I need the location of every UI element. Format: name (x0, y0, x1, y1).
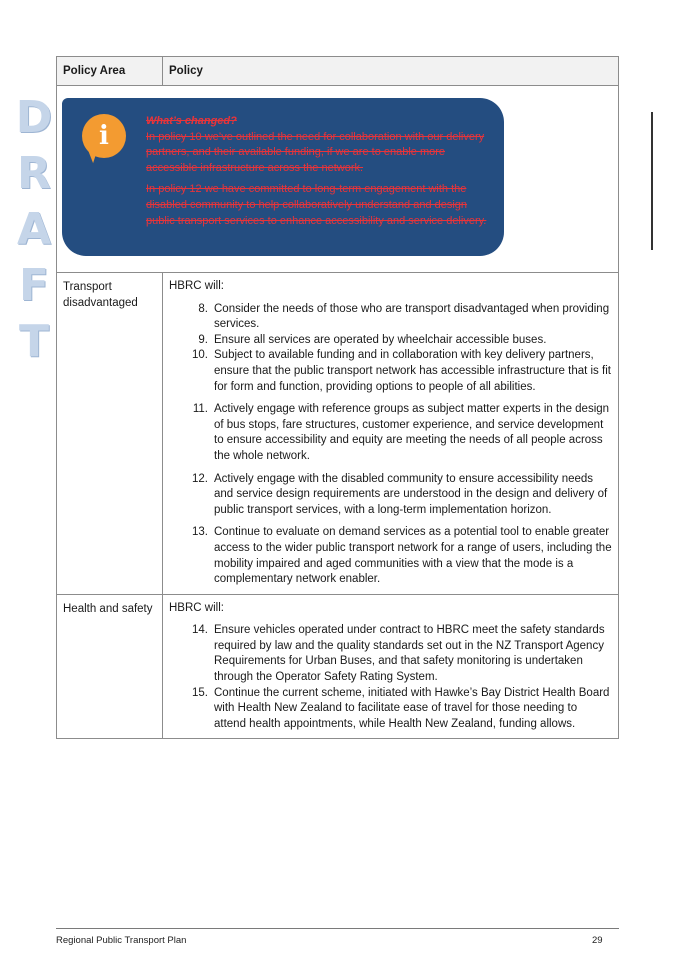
footer-title: Regional Public Transport Plan (56, 935, 187, 946)
policy-area-cell: Transport disadvantaged (57, 273, 163, 595)
policy-lead: HBRC will: (169, 601, 224, 614)
list-item: 14. Ensure vehicles operated under contract to HBRC meet the safety standards required by law and the quality standards set out in the NZ Transport Agency Requirements for Urban Buses, and that safety monitoring is undertaken through the Operator Safety Rating System. (192, 624, 605, 684)
header-policy-area: Policy Area (57, 57, 163, 86)
change-bar (651, 112, 653, 250)
list-item: 10. Subject to available funding and in collaboration with key delivery partners, ensure that the public transport network has accessible infrastructure that is fit for form and function, providing options to people of all abilities. (192, 349, 611, 393)
table-row (57, 273, 619, 595)
page-number: 29 (592, 935, 603, 946)
watermark-letter: T (18, 316, 49, 367)
policy-cell (163, 594, 619, 739)
callout-title: What’s changed? (146, 115, 237, 127)
draft-watermark (14, 92, 54, 367)
watermark-letter: A (16, 204, 52, 255)
list-item: 15. Continue the current scheme, initiated with Hawke’s Bay District Health Board with Health New Zealand to facilitate ease of travel for those needing to attend health appointments, while Health New Zealand, funding allows. (192, 686, 610, 730)
policy-area-cell: Health and safety (57, 594, 163, 739)
table-header-row (57, 57, 619, 86)
table-row (57, 594, 619, 739)
list-item: 11. Actively engage with reference groups as subject matter experts in the design of bus stops, fare structures, customer experience, and service development to ensure accessibility and equity are meeting the needs of all people across the whole network. (192, 403, 610, 462)
watermark-letter: F (18, 260, 50, 311)
footer-divider (56, 928, 619, 929)
list-item: 8. Consider the needs of those who are transport disadvantaged when providing services. (198, 302, 610, 331)
policy-table (56, 56, 619, 739)
callout-paragraph: In policy 12 we have committed to long-term engagement with the disabled community to help collaboratively understand and design public transport services to enhance accessibility and service delivery. (146, 183, 487, 227)
header-policy: Policy (163, 57, 619, 86)
whats-changed-callout (62, 98, 504, 256)
info-icon: i (82, 114, 126, 158)
policy-cell (163, 273, 619, 595)
list-item: 12. Actively engage with the disabled community to ensure accessibility needs and service design requirements are understood in the design and delivery of public transport services, with a long-term implementation horizon. (192, 472, 608, 516)
notice-row (57, 86, 619, 273)
watermark-letter: D (15, 92, 53, 143)
list-item: 9. Ensure all services are operated by wheelchair accessible buses. (198, 333, 547, 346)
watermark-letter: R (17, 148, 51, 199)
policy-lead: HBRC will: (169, 280, 224, 292)
notice-cell (57, 86, 619, 273)
list-item: 13. Continue to evaluate on demand services as a potential tool to enable greater access to the wider public transport network for a range of users, including the mobility impaired and aged communities with a view that the mode is a complementary network enabler. (192, 526, 612, 586)
callout-paragraph: In policy 10 we’ve outlined the need for collaboration with our delivery partners, and their available funding, if we are to enable more accessible infrastructure across the network. (146, 130, 485, 174)
